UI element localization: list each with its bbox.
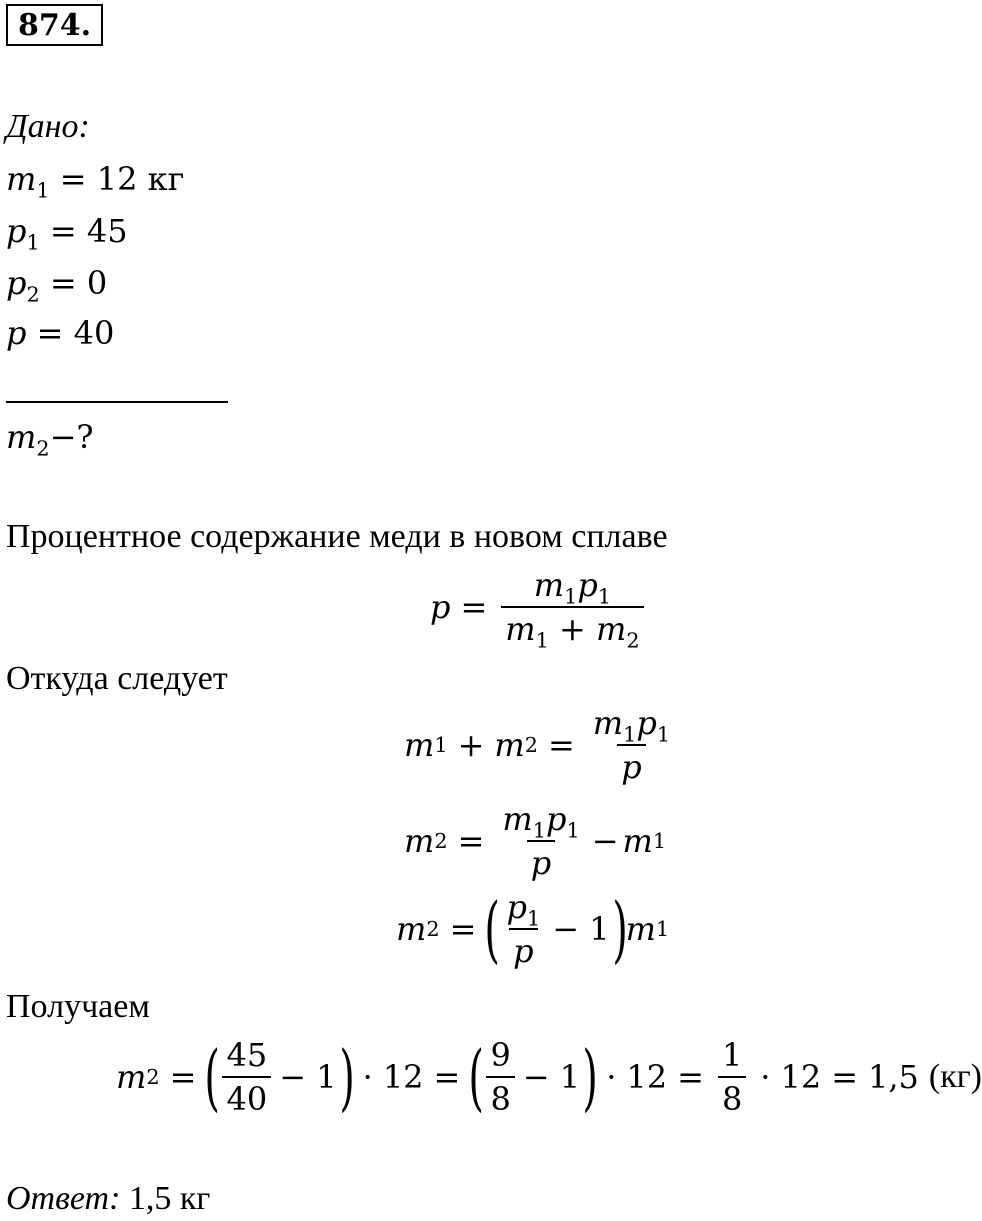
answer-value: 1,5 кг <box>128 1180 211 1217</box>
text-line-3: Получаем <box>6 988 150 1025</box>
formula-percent: p = $\frac{m_1p_1}{m_1 + m_2}$ <box>430 566 648 648</box>
final-calculation: m 2 = ( $\frac{45}{40}$ − 1 ) · 12 = ( $\frac{9}{8}$ − 1 ) · 12 = $\frac{1}{8}$ · 12 = 1,5 (кг) <box>116 1035 982 1119</box>
given-label: Дано: <box>6 108 90 145</box>
text-line-2: Откуда следует <box>6 660 228 697</box>
answer-label: Ответ: <box>6 1180 121 1217</box>
given-p2: $p_2 = 0$ <box>6 264 108 307</box>
find-m2: $m_2-$? <box>6 418 94 461</box>
text-line-1: Процентное содержание меди в новом сплаве <box>6 518 668 555</box>
given-p: p = 40 <box>6 314 115 352</box>
formula-m2-a: m 2 = $\frac{m_1p_1}{p}$ − m 1 <box>404 800 667 882</box>
given-m1: $m_1 = 12$ кг <box>6 160 185 203</box>
given-divider <box>6 401 228 403</box>
answer <box>6 1180 210 1218</box>
problem-number: 874. <box>6 4 103 46</box>
given-p1: $p_1 = 45$ <box>6 212 128 255</box>
formula-m2-b: m 2 = ( $\frac{p_1}{p}$ − 1 ) m 1 <box>396 887 670 971</box>
formula-sum: m 1 + m 2 = $\frac{m_1p_1}{p}$ <box>404 704 671 786</box>
